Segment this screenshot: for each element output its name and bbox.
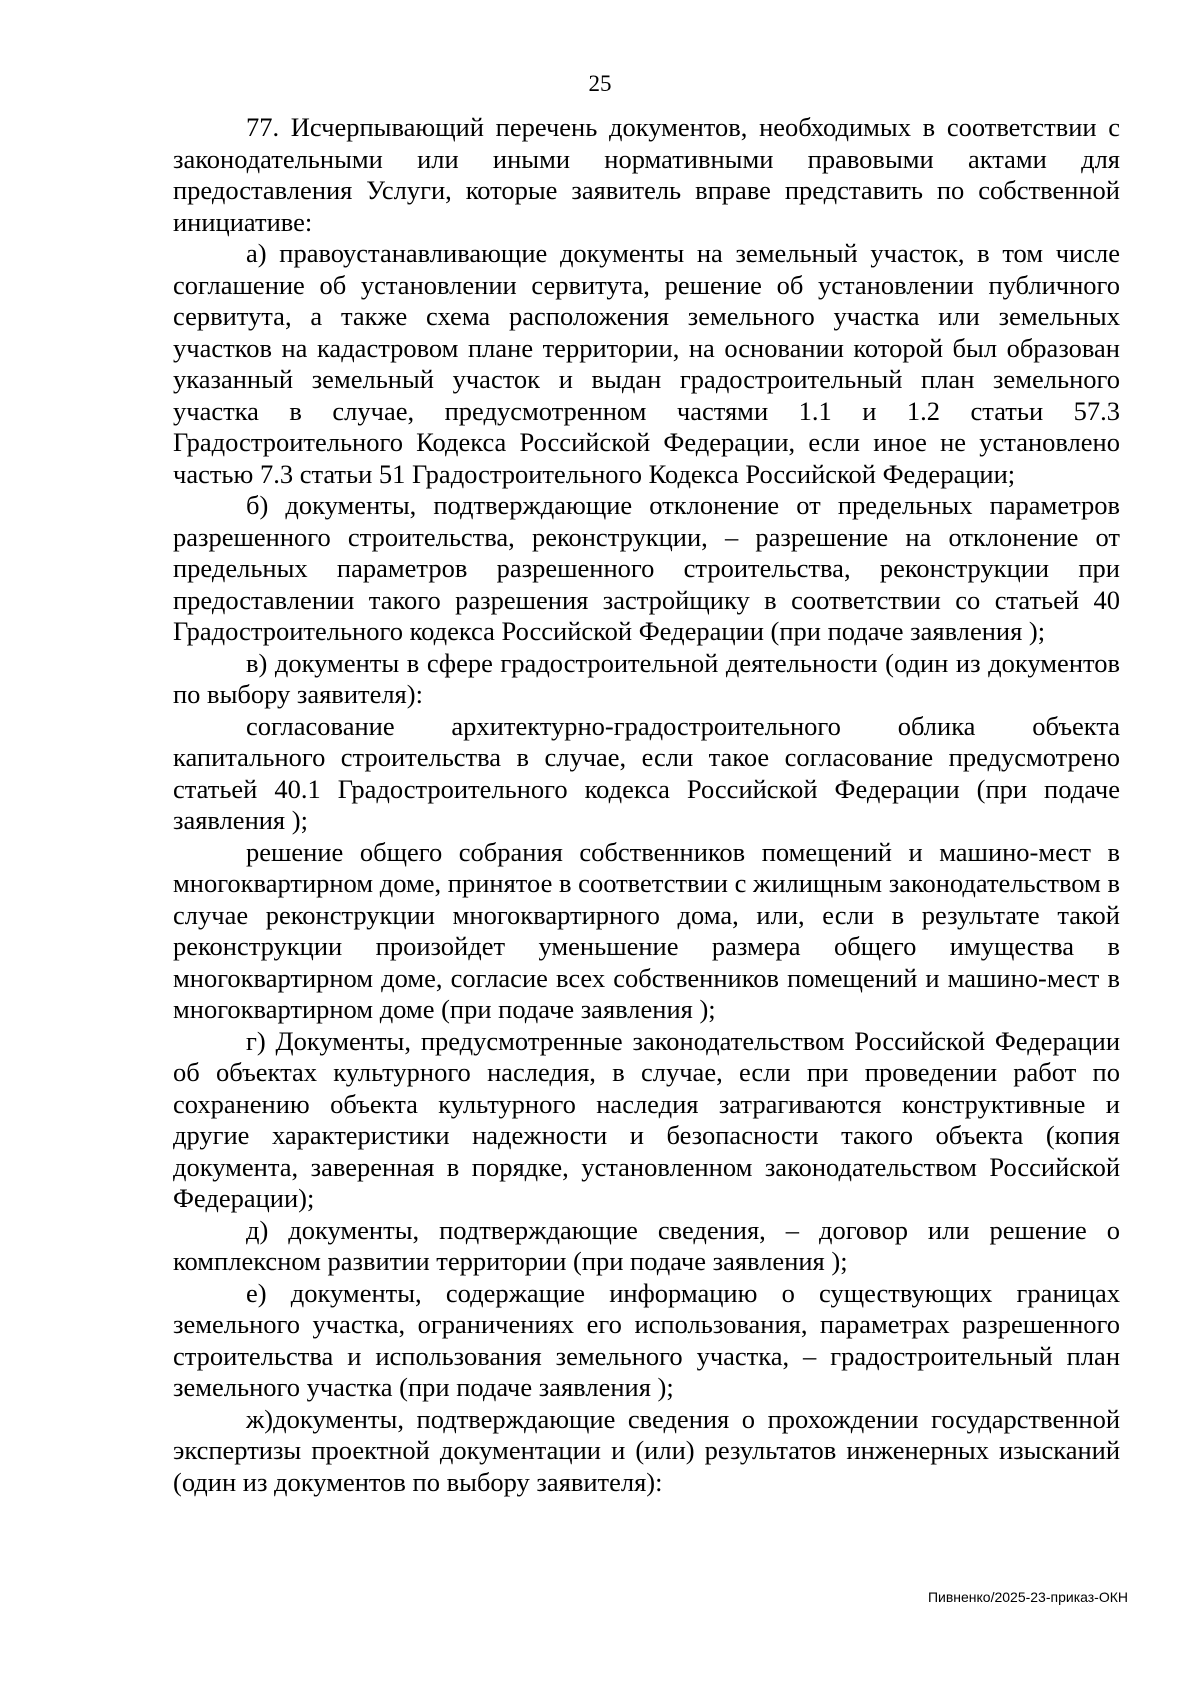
page-number: 25 [588, 71, 612, 96]
paragraph-item-77: 77. Исчерпывающий перечень документов, необходимых в соответствии с законодательными или иными нормативными правовыми актами для предоставления Услуги, которые заявитель вправе представить по собственной инициативе: [173, 112, 1120, 237]
paragraph-subitem-e: е) документы, содержащие информацию о существующих границах земельного участка, ограничениях его использования, параметрах разрешенного строительства и использования земельного участка, – градостроительный план земельного участка (при подаче заявления ); [173, 1277, 1120, 1402]
paragraph-reshenie-sobraniya: решение общего собрания собственников помещений и машино-мест в многоквартирном доме, принятое в соответствии с жилищным законодательством в случае реконструкции многоквартирного дома, или, если в результате такой реконструкции произойдет уменьшение размера общего имущества в многоквартирном доме, согласие всех собственников помещений и машино-мест в многоквартирном доме (при подаче заявления ); [173, 836, 1120, 1024]
paragraph-subitem-b: б) документы, подтверждающие отклонение от предельных параметров разрешенного строительства, реконструкции, – разрешение на отклонение от предельных параметров разрешенного строительства, реконструкции при предоставлении такого разрешения застройщику в соответствии со статьей 40 Градостроительного кодекса Российской Федерации (при подаче заявления ); [173, 490, 1120, 646]
paragraph-subitem-g: г) Документы, предусмотренные законодательством Российской Федерации об объектах культурного наследия, в случае, если при проведении работ по сохранению объекта культурного наследия затрагиваются конструктивные и другие характеристики надежности и безопасности такого объекта (копия документа, заверенная в порядке, установленном законодательством Российской Федерации); [173, 1025, 1120, 1213]
footer-document-code: Пивненко/2025-23-приказ-ОКН [927, 1589, 1128, 1605]
paragraph-soglasovanie: согласование архитектурно-градостроительного облика объекта капитального строительства в случае, если такое согласование предусмотрено статьей 40.1 Градостроительного кодекса Российской Федерации (при подаче заявления ); [173, 710, 1120, 835]
paragraph-subitem-v: в) документы в сфере градостроительной деятельности (один из документов по выбору заявителя): [173, 647, 1120, 709]
paragraph-subitem-d: д) документы, подтверждающие сведения, – договор или решение о комплексном развитии территории (при подаче заявления ); [173, 1214, 1120, 1276]
paragraph-subitem-a: а) правоустанавливающие документы на земельный участок, в том числе соглашение об установлении сервитута, решение об установлении публичного сервитута, а также схема расположения земельного участка или земельных участков на кадастровом плане территории, на основании которой был образован указанный земельный участок и выдан градостроительный план земельного участка в случае, предусмотренном частями 1.1 и 1.2 статьи 57.3 Градостроительного Кодекса Российской Федерации, если иное не установлено частью 7.3 статьи 51 Градостроительного Кодекса Российской Федерации; [173, 238, 1120, 489]
paragraph-subitem-zh: ж)документы, подтверждающие сведения о прохождении государственной экспертизы проектной документации и (или) результатов инженерных изысканий (один из документов по выбору заявителя): [173, 1403, 1120, 1497]
document-body [173, 112, 1120, 1498]
